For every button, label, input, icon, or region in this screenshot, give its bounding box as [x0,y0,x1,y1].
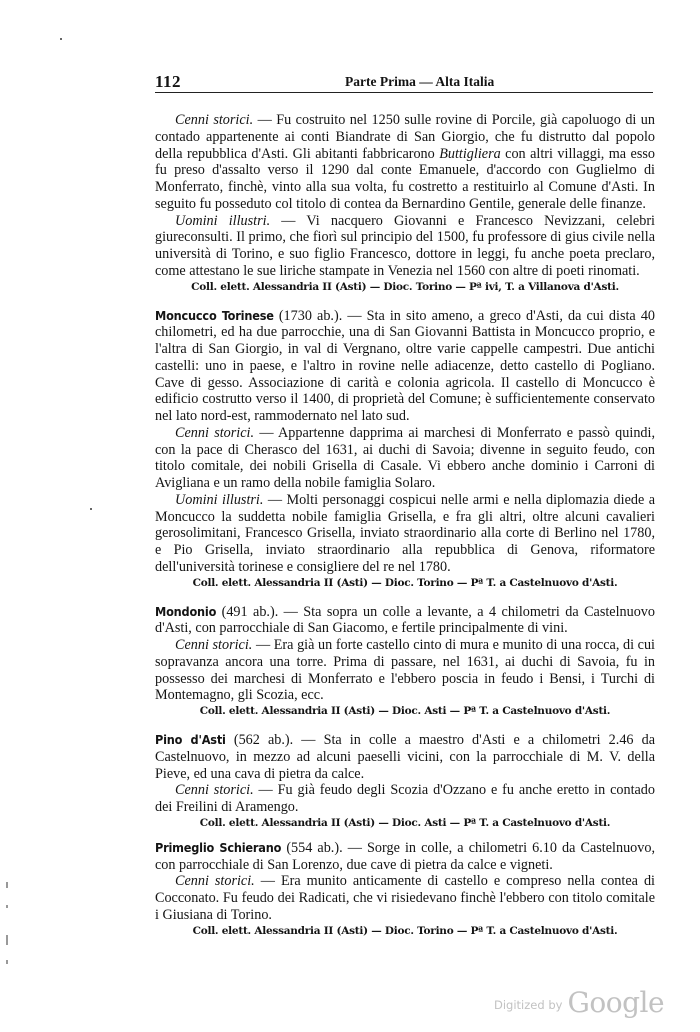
entry-pop: (562 ab.). [225,732,294,748]
entry-description-text: — Sta in colle a maestro d'Asti e a chilometri 2.46 da Castelnuovo, in mezzo ad alcuni paeselli vicini, con la parrocchiale di M. V. della Pieve, ed una cava di pietra da calce. [155,732,656,782]
entry-gap [155,294,655,308]
intro-coll-line: Coll. elett. Alessandria II (Asti) — Dioc. Torino — Pª ivi, T. a Villanova d'Asti. [191,280,619,293]
entry-mondonio-coll: Coll. elett. Alessandria II (Asti) — Dioc. Asti — Pª T. a Castelnuovo d'Asti. [199,705,611,717]
intro-history-text: — Fu costruito nel 1250 sulle rovine di Porcile, già capoluogo di un contado appartenente ai conti Biandrate di San Giorgio, che fu distrutto dal popolo della repubblica d'Asti. Gli abitanti fabbricarono [155,112,655,162]
entry-history-text: — Era munito anticamente di castello e compreso nella contea di Cocconato. Fu feudo dei Radicati, che vi risiedevano finchè l'ebbero con titolo comitale i Giusiana di Torino. [155,873,655,923]
entry-name: Mondonio [155,603,217,619]
history-label: Cenni storici. [175,112,254,128]
entry-description-text: — Sorge in colle, a chilometri 6.10 da Castelnuovo, con parrocchiale di San Lorenzo, due cave di pietra da calce e vigneti. [155,839,655,873]
people-label: Uomini illustri. [175,491,264,508]
history-label: Cenni storici. [175,424,255,441]
entry-primeglio-description [155,840,655,874]
entry-primeglio-coll: Coll. elett. Alessandria II (Asti) — Dioc. Torino — Pª T. a Castelnuovo d'Asti. [192,924,618,937]
entry-moncucco-description [155,308,655,425]
intro-people-text: — Vi nacquero Giovanni e Francesco Nevizzani, celebri giureconsulti. Il primo, che fiorì sul principio del 1500, fu professore di gius civile nella università di Torino, e suo figlio Francesco, dottore in leggi, fu anche poeta preclaro, come attestano le sue liriche stampate in Venezia nel 1560 con altre di poeti rinomati. [155,212,655,279]
scan-speck [90,508,92,510]
entry-gap [155,830,655,840]
entry-mondonio-history [155,637,655,704]
intro-history-paragraph [155,112,655,213]
digitized-watermark [494,986,664,1022]
entry-pino-coll: Coll. elett. Alessandria II (Asti) — Dioc. Asti — Pª T. a Castelnuovo d'Asti. [199,816,611,829]
history-label: Cenni storici. [175,873,255,890]
history-label: Cenni storici. [175,782,254,799]
entry-gap [155,590,655,604]
intro-people-paragraph [155,213,655,280]
entry-mondonio-description [155,604,655,638]
entry-description-text: — Sta in sito ameno, a greco d'Asti, da cui dista 40 chilometri, ed ha due parrocchie, una di San Giovanni Battista in Moncucco proprio, e l'altra di San Giorgio, in val di Vergnano, oltre varie cappelle campestri. Due antichi castelli: uno in paese, e l'altro in rovine nelle adiacenze, detto castello di Pogliano. Cave di gesso. Associazione di carità e colonia agricola. Il castello di Moncucco è edificio costrutto verso il 1400, di proprietà del Comune; è sufficientemente conservato nel lato nord-est, rammodernato nel lato sud. [155,307,656,424]
scan-edge-artifact [6,882,8,888]
entry-pop: (554 ab.). [281,839,343,856]
entry-history-text: — Fu già feudo degli Scozia d'Ozzano e fu anche eretto in contado dei Freilini di Aramengo. [155,782,655,815]
text-column [155,112,655,938]
entry-pino-history [155,782,655,816]
scan-edge-artifact [6,905,8,908]
intro-history-italic: Buttigliera [439,145,501,162]
history-label: Cenni storici. [175,637,253,653]
google-logo: Google [567,986,665,1019]
entry-history-text: — Appartenne dapprima ai marchesi di Monferrato e passò quindi, con la pace di Cherasco del 1631, ai duchi di Savoia; divenne in seguito feudo, con titolo comitale, dei nobili Grisella di Casale. Vi ebbero anche dominio i Carroni di Avigliana e un ramo della nobile famiglia Solaro. [155,424,655,491]
running-title: Parte Prima — Alta Italia [345,74,495,89]
scan-speck [60,38,62,40]
entry-pop: (1730 ab.). [273,307,343,324]
entry-history-text: — Era già un forte castello cinto di mura e munito di una rocca, di cui sopravanza ancora una torre. Prima di passare, nel 1631, ai duchi di Savoia, fu in possesso dei marchesi di Monferrato e l'ebbero poscia in feudo i Bensi, i Turchi di Montemagno, gli Scozia, ecc. [155,637,655,704]
watermark-prefix: Digitized by [494,998,563,1012]
entry-moncucco-people [155,492,655,576]
entry-pino-description [155,732,655,782]
entry-people-text: — Molti personaggi cospicui nelle armi e nella diplomazia diede a Moncucco la suddetta nobile famiglia Grisella, e fra gli altri, oltre alcuni cavalieri gerosolimitani, Francesco Grisella, inviato straordinario alla corte di Berlino nel 1780, e Pio Grisella, inviato straordinario alla repubblica di Genova, riformatore dell'università torinese e consigliere del re nel 1780. [155,491,655,575]
running-head [155,70,653,93]
entry-name: Pino d'Asti [155,732,226,747]
page-number: 112 [155,72,182,91]
entry-pop: (491 ab.). [216,603,279,620]
entry-description-text: — Sta sopra un colle a levante, a 4 chilometri da Castelnuovo d'Asti, con parrocchiale di San Giacomo, e fertile principalmente di vini. [155,603,655,637]
entry-name: Primeglio Schierano [155,839,282,855]
scan-edge-artifact [6,935,8,945]
entry-moncucco-history [155,425,655,492]
entry-name: Moncucco Torinese [155,307,274,323]
intro-history-text2: con altri villaggi, ma esso fu preso d'assalto verso il 1290 dal conte Emanuele, d'accordo con Guglielmo di Monferrato, finchè, vinto alla sua volta, fu costretto a restituirlo al Comune d'Asti. In seguito fu posseduto col titolo di contea da Bernardino Gentile, generale delle finanze. [155,145,655,212]
entry-primeglio-history [155,873,655,923]
entry-moncucco-coll: Coll. elett. Alessandria II (Asti) — Dioc. Torino — Pª T. a Castelnuovo d'Asti. [192,576,618,589]
scan-edge-artifact [6,960,8,964]
people-label: Uomini illustri. [175,212,271,229]
entry-gap [155,718,655,732]
